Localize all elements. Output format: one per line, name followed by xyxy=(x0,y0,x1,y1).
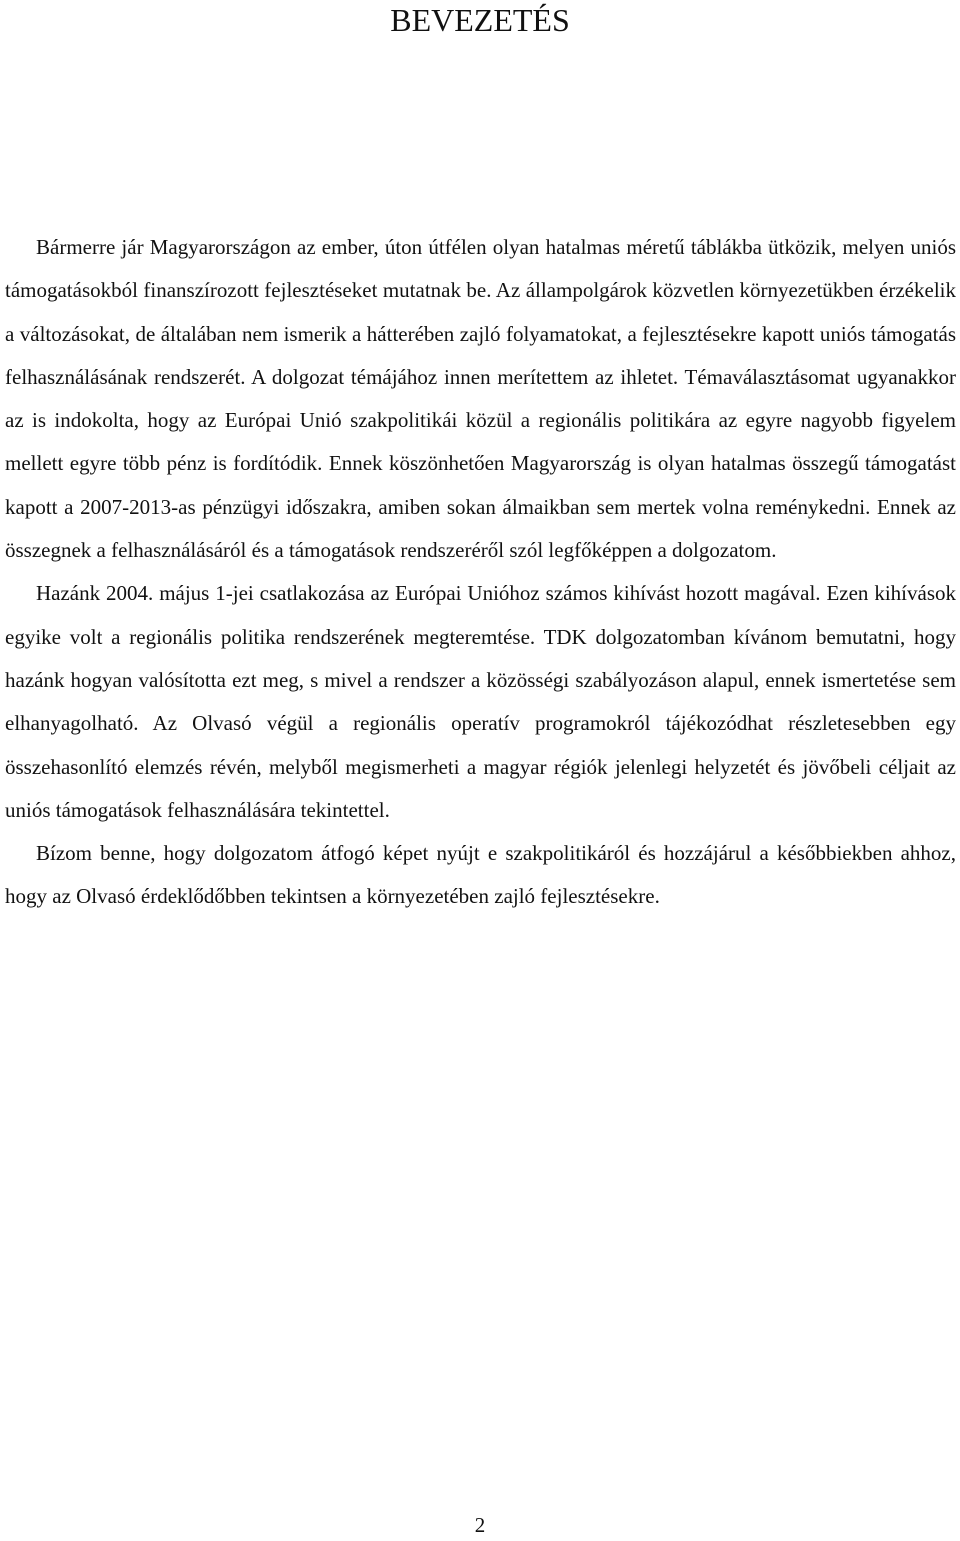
paragraph-accession: Hazánk 2004. május 1-jei csatlakozása az Európai Unióhoz számos kihívást hozott magával. Ezen kihívások egyike volt a regionális politika rendszerének megteremtése. TDK dolgozatomban kívánom bemutatni, hogy hazánk hogyan valósította ezt meg, s mivel a rendszer a közösségi szabályozáson alapul, ennek ismertetése sem elhanyagolható. Az Olvasó végül a regionális operatív programokról tájékozódhat részletesebben egy összehasonlító elemzés révén, melyből megismerheti a magyar régiók jelenlegi helyzetét és jövőbeli céljait az uniós támogatások felhasználására tekintettel. xyxy=(5,581,956,822)
body-text xyxy=(5,226,956,919)
paragraph-closing: Bízom benne, hogy dolgozatom átfogó képet nyújt e szakpolitikáról és hozzájárul a későbbiekben ahhoz, hogy az Olvasó érdeklődőbben tekintsen a környezetében zajló fejlesztésekre. xyxy=(5,841,956,909)
page-title: BEVEZETÉS xyxy=(390,2,570,38)
page-number: 2 xyxy=(474,1513,486,1537)
paragraph-intro: Bármerre jár Magyarországon az ember, úton útfélen olyan hatalmas méretű táblákba ütközik, melyen uniós támogatásokból finanszírozott fejlesztéseket mutatnak be. Az állampolgárok közvetlen környezetükben érzékelik a változásokat, de általában nem ismerik a hátterében zajló folyamatokat, a fejlesztésekre kapott uniós támogatás felhasználásának rendszerét. A dolgozat témájához innen merítettem az ihletet. Témaválasztásomat ugyanakkor az is indokolta, hogy az Európai Unió szakpolitikái közül a regionális politikára az egyre nagyobb figyelem mellett egyre több pénz is fordítódik. Ennek köszönhetően Magyarország is olyan hatalmas összegű támogatást kapott a 2007-2013-as pénzügyi időszakra, amiben sokan álmaikban sem mertek volna reménykedni. Ennek az összegnek a felhasználásáról és a támogatások rendszeréről szól legfőképpen a dolgozatom. xyxy=(5,235,956,563)
